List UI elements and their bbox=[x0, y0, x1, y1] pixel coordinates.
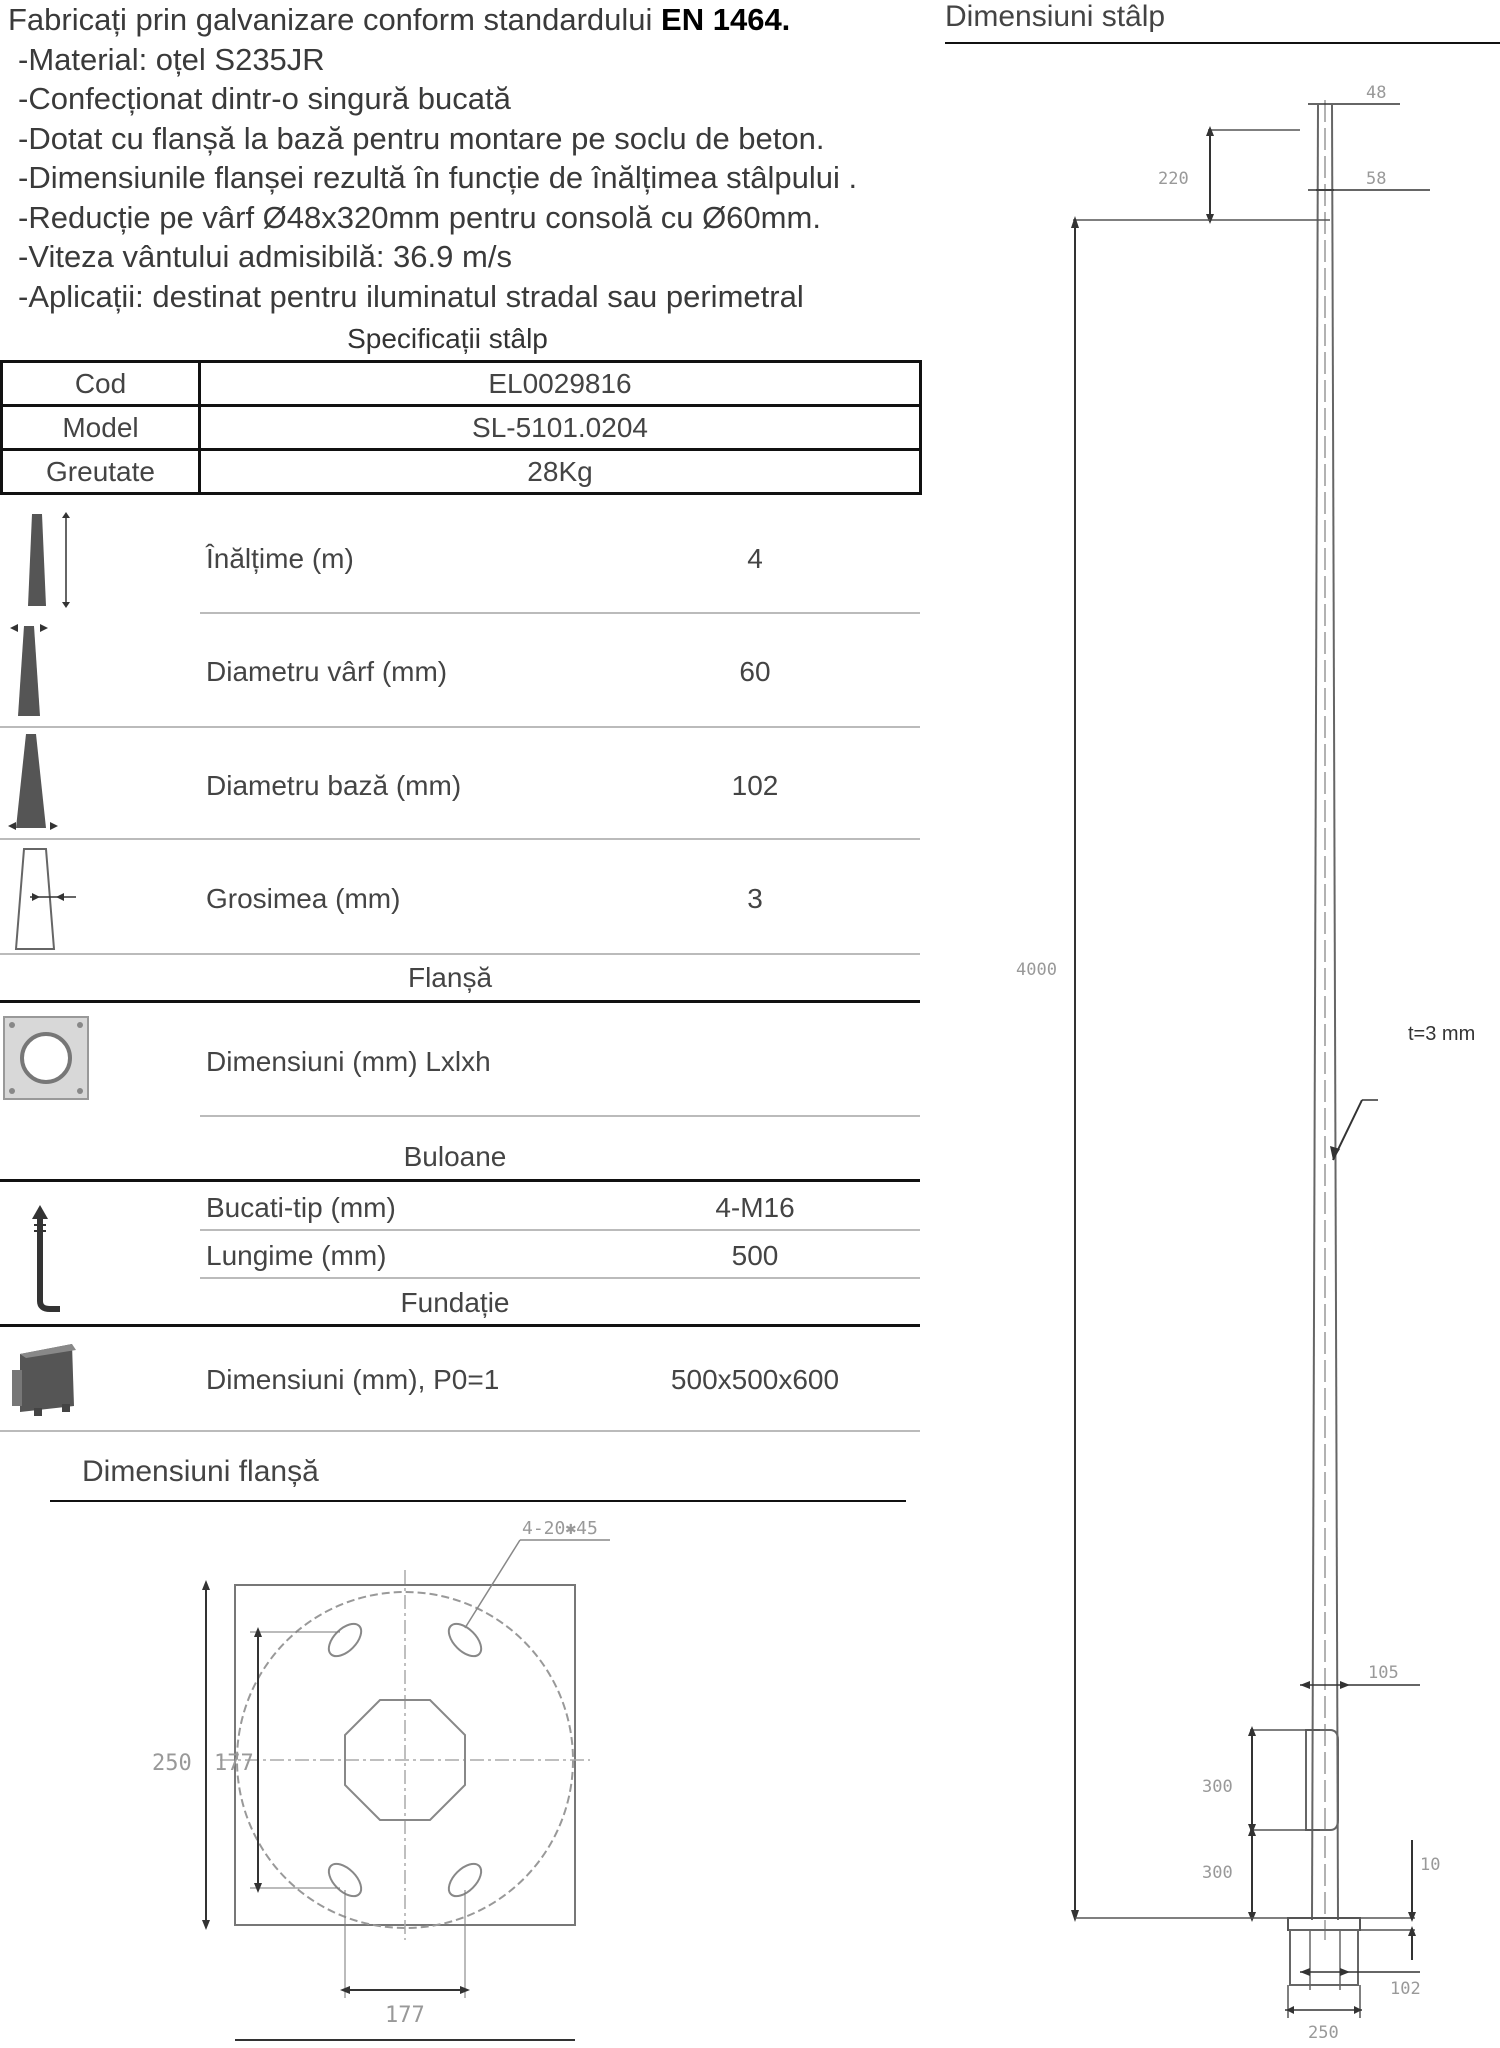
param-label-height: Înălțime (m) bbox=[206, 543, 354, 574]
intro-bullet: -Reducție pe vârf Ø48x320mm pentru consolă cu Ø60mm. bbox=[18, 199, 821, 235]
foundation-dimensions-value: 500x500x600 bbox=[670, 1364, 840, 1395]
bolts-type-label: Bucati-tip (mm) bbox=[206, 1192, 396, 1223]
flange-section-title: Flanșă bbox=[407, 962, 493, 993]
spec-table bbox=[0, 360, 922, 495]
flange-hole-label: 4-20✱45 bbox=[522, 1518, 598, 1539]
intro-bullet: -Material: oțel S235JR bbox=[18, 41, 325, 77]
flange-dim-inner-h: 177 bbox=[385, 2003, 425, 2028]
spec-value: EL0029816 bbox=[200, 362, 921, 406]
pole-drawing-title: Dimensiuni stâlp bbox=[945, 0, 1166, 33]
divider bbox=[0, 726, 920, 728]
foundation-dimensions-label: Dimensiuni (mm), P0=1 bbox=[206, 1364, 500, 1395]
pole-top-diameter-icon bbox=[0, 620, 70, 720]
divider bbox=[0, 1179, 920, 1182]
spec-key: Greutate bbox=[2, 450, 200, 494]
bolts-section-title: Buloane bbox=[403, 1141, 507, 1172]
divider bbox=[50, 1500, 906, 1502]
flange-drawing-title: Dimensiuni flanșă bbox=[82, 1455, 319, 1488]
intro-bullet: -Dimensiunile flanșei rezultă în funcție de înălțimea stâlpului . bbox=[18, 160, 858, 195]
pole-dim-top: 48 bbox=[1366, 83, 1387, 103]
pole-thickness-label: t=3 mm bbox=[1408, 1023, 1476, 1045]
intro-bullet: -Confecționat dintr-o singură bucată bbox=[18, 81, 511, 116]
pole-height-icon bbox=[10, 510, 80, 610]
param-value-base-diameter: 102 bbox=[731, 770, 779, 801]
divider bbox=[200, 1229, 920, 1231]
pole-dim-top-section-dia: 58 bbox=[1366, 169, 1387, 189]
spec-key: Model bbox=[2, 406, 200, 450]
flange-drawing bbox=[140, 1510, 820, 2048]
spec-key: Cod bbox=[2, 362, 200, 406]
pole-base-diameter-icon bbox=[0, 730, 70, 835]
pole-dim-plate-inner: 102 bbox=[1390, 1979, 1421, 1999]
flange-dim-outer: 250 bbox=[152, 1751, 192, 1776]
flange-dimensions-label: Dimensiuni (mm) Lxlxh bbox=[206, 1046, 491, 1077]
intro-line-standard: Fabricați prin galvanizare conform standardului EN 1464. bbox=[8, 2, 791, 37]
table-row bbox=[2, 362, 921, 406]
divider bbox=[0, 953, 920, 955]
flange-plate-icon bbox=[2, 1015, 92, 1101]
divider bbox=[0, 1324, 920, 1327]
bolts-length-value: 500 bbox=[731, 1240, 779, 1271]
param-value-thickness: 3 bbox=[747, 883, 763, 914]
divider bbox=[945, 42, 1500, 44]
foundation-block-icon bbox=[6, 1340, 86, 1420]
table-row bbox=[2, 450, 921, 494]
divider bbox=[0, 838, 920, 840]
bolts-length-label: Lungime (mm) bbox=[206, 1240, 387, 1271]
intro-text bbox=[8, 0, 928, 316]
intro-bullet: -Viteza vântului admisibilă: 36.9 m/s bbox=[18, 239, 512, 274]
pole-drawing bbox=[1000, 60, 1500, 2048]
param-label-base-diameter: Diametru bază (mm) bbox=[206, 770, 462, 801]
param-label-thickness: Grosimea (mm) bbox=[206, 883, 401, 914]
divider bbox=[200, 1277, 920, 1279]
pole-dim-top-section: 220 bbox=[1158, 169, 1189, 189]
pole-dim-base-dia: 105 bbox=[1368, 1663, 1399, 1683]
pole-thickness-icon bbox=[0, 845, 80, 955]
pole-dim-plate-outer: 250 bbox=[1308, 2023, 1339, 2043]
flange-dim-inner-v: 177 bbox=[214, 1751, 254, 1776]
divider bbox=[0, 1000, 920, 1003]
pole-dim-height: 4000 bbox=[1016, 960, 1057, 980]
foundation-section-title: Fundație bbox=[400, 1287, 510, 1318]
param-label-top-diameter: Diametru vârf (mm) bbox=[206, 656, 448, 687]
pole-dim-door-h: 300 bbox=[1202, 1777, 1233, 1797]
bolts-type-value: 4-M16 bbox=[715, 1192, 795, 1223]
spec-title: Specificații stâlp bbox=[347, 323, 548, 354]
param-value-height: 4 bbox=[747, 543, 763, 574]
divider bbox=[200, 612, 920, 614]
table-row bbox=[2, 406, 921, 450]
intro-bullet: -Aplicații: destinat pentru iluminatul stradal sau perimetral bbox=[18, 278, 804, 314]
spec-value: SL-5101.0204 bbox=[200, 406, 921, 450]
divider bbox=[0, 1430, 920, 1432]
param-value-top-diameter: 60 bbox=[739, 656, 771, 687]
pole-dim-plate-thick: 10 bbox=[1420, 1855, 1441, 1875]
spec-value: 28Kg bbox=[200, 450, 921, 494]
divider bbox=[200, 1115, 920, 1117]
intro-bullet: -Dotat cu flanșă la bază pentru montare pe soclu de beton. bbox=[18, 120, 825, 156]
standard-code: EN 1464. bbox=[661, 2, 791, 37]
pole-dim-door-bottom: 300 bbox=[1202, 1863, 1233, 1883]
